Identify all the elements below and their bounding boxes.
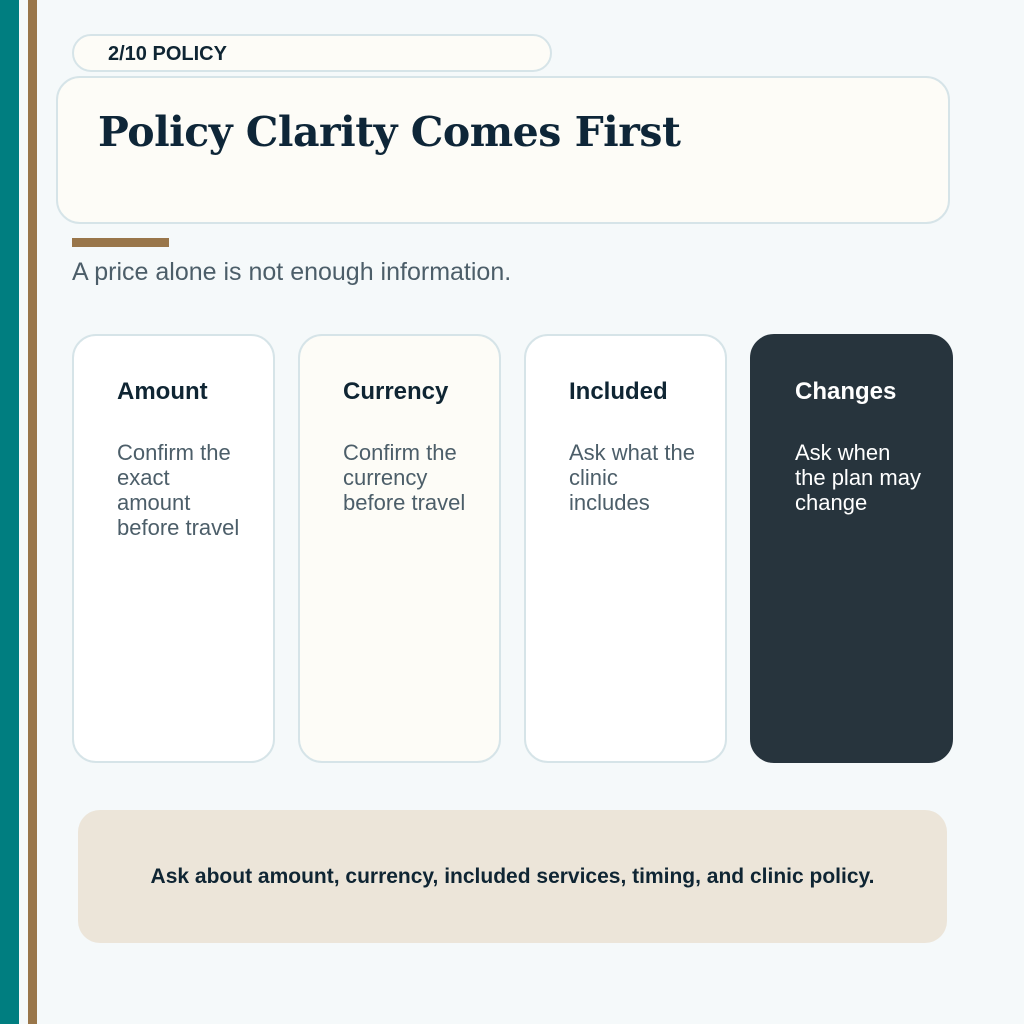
- title-underline-accent: [72, 238, 169, 247]
- step-indicator: [72, 34, 552, 72]
- card-body: Confirm the currency before travel: [343, 440, 466, 515]
- card-body: Ask when the plan may change: [795, 440, 921, 515]
- left-accent-stripe-teal: [0, 0, 19, 1024]
- card-title: Included: [569, 378, 668, 405]
- card-title: Changes: [795, 378, 897, 405]
- card-included: [524, 334, 727, 763]
- card-amount: [72, 334, 275, 763]
- card-changes: [750, 334, 953, 763]
- left-accent-stripe-brown: [28, 0, 37, 1024]
- title-panel: [56, 76, 950, 224]
- card-currency: [298, 334, 501, 763]
- page-subtitle: A price alone is not enough information.: [72, 258, 512, 286]
- summary-note-text: Ask about amount, currency, included services, timing, and clinic policy.: [150, 865, 875, 888]
- card-title: Currency: [343, 378, 449, 405]
- card-body: Ask what the clinic includes: [569, 440, 695, 515]
- card-body: Confirm the exact amount before travel: [117, 440, 240, 540]
- page-title: Policy Clarity Comes First: [98, 108, 681, 156]
- step-label: 2/10 POLICY: [108, 43, 227, 65]
- summary-note: [78, 810, 947, 943]
- card-title: Amount: [117, 378, 208, 405]
